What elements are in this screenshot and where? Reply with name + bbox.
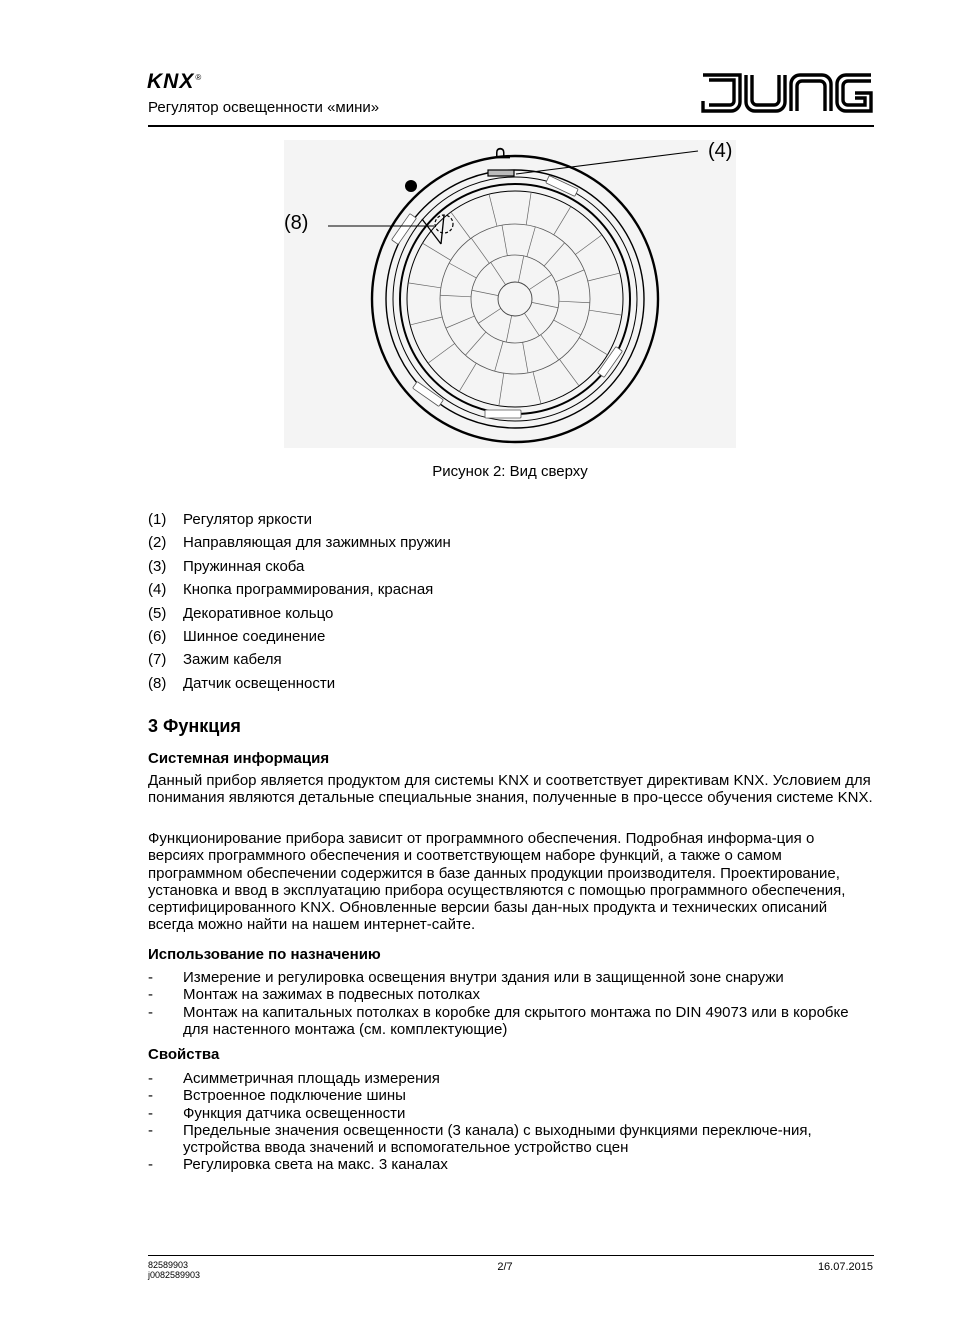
legend-item-text: Пружинная скоба xyxy=(183,557,305,575)
list-item-text: Асимметричная площадь измерения xyxy=(183,1070,440,1087)
list-bullet-dash: - xyxy=(148,1070,153,1087)
document-date: 16.07.2015 xyxy=(817,1261,873,1273)
legend-item-text: Датчик освещенности xyxy=(183,674,336,692)
usage-heading: Использование по назначению xyxy=(148,946,381,963)
callout-label-4: (4) xyxy=(708,140,733,162)
list-item xyxy=(148,1004,873,1039)
footer-code-1: 82589903 xyxy=(148,1260,189,1270)
list-bullet-dash: - xyxy=(148,969,153,986)
legend-item xyxy=(148,650,848,673)
legend-item-number: (2) xyxy=(148,534,167,552)
callout-label-8: (8) xyxy=(284,212,309,234)
knx-logo xyxy=(147,70,202,94)
legend-item-text: Кнопка программирования, красная xyxy=(183,581,434,599)
programming-led-dot xyxy=(405,180,417,192)
section-title: 3 Функция xyxy=(148,716,241,736)
list-item-text: Монтаж на зажимах в подвесных потолках xyxy=(183,986,481,1004)
list-bullet-dash: - xyxy=(148,1121,153,1139)
legend-item-text: Шинное соединение xyxy=(183,627,326,645)
legend-item-number: (3) xyxy=(148,557,167,575)
legend-item-text: Регулятор яркости xyxy=(183,511,313,528)
list-item xyxy=(148,986,873,1003)
system-info-heading: Системная информация xyxy=(148,750,330,767)
list-item xyxy=(148,1087,873,1104)
usage-list xyxy=(148,969,873,1038)
part-legend xyxy=(148,510,848,697)
properties-heading: Свойства xyxy=(148,1046,220,1063)
legend-item-number: (7) xyxy=(148,651,167,669)
registered-mark: ® xyxy=(195,73,203,82)
list-item-text: Измерение и регулировка освещения внутри здания или в защищенной зоне снаружи xyxy=(183,969,784,986)
page-number: 2/7 xyxy=(497,1261,513,1273)
legend-item-text: Декоративное кольцо xyxy=(183,604,334,622)
list-item-text: Встроенное подключение шины xyxy=(183,1087,406,1105)
footer-code-2: j0082589903 xyxy=(148,1270,201,1280)
legend-item xyxy=(148,674,848,697)
legend-item xyxy=(148,627,848,650)
legend-item-number: (1) xyxy=(148,511,167,528)
legend-item xyxy=(148,580,848,603)
list-item-text: Монтаж на капитальных потолках в коробке для скрытого монтажа по DIN 49073 или в коробке для настенного монтажа (см. комплектующие) xyxy=(183,1003,849,1038)
legend-item-number: (4) xyxy=(148,581,167,599)
list-item xyxy=(148,1070,873,1087)
legend-item xyxy=(148,510,848,533)
system-info-paragraph-1: Данный прибор является продуктом для системы KNX и соответствует директивам KNX. Условием для понимания являются детальные специальные знания, полученные в про-цессе обучения системе KNX. xyxy=(148,772,873,807)
programming-button-graphic xyxy=(488,170,514,176)
jung-logo-graphic xyxy=(700,72,874,114)
list-item xyxy=(148,1105,873,1122)
figure-caption: Рисунок 2: Вид сверху xyxy=(432,463,588,480)
legend-item-number: (6) xyxy=(148,627,167,645)
properties-list xyxy=(148,1070,873,1174)
list-item xyxy=(148,969,873,986)
knx-logo-text: KNX xyxy=(147,70,195,93)
list-bullet-dash: - xyxy=(148,1003,153,1021)
legend-item-number: (8) xyxy=(148,674,167,692)
legend-item-number: (5) xyxy=(148,604,167,622)
legend-item xyxy=(148,604,848,627)
legend-item xyxy=(148,557,848,580)
document-subtitle: Регулятор освещенности «мини» xyxy=(148,99,380,116)
legend-item-text: Направляющая для зажимных пружин xyxy=(183,534,451,552)
list-item-text: Функция датчика освещенности xyxy=(183,1104,406,1122)
device-top-view-drawing xyxy=(284,140,744,450)
legend-item xyxy=(148,533,848,556)
system-info-paragraph-2: Функционирование прибора зависит от программного обеспечения. Подробная информа-ция о версиях программного обеспечения и соответствующем наборе функций, а также о самом программном обеспечении содержится в базе данных продукции производителя. Проектирование, установка и ввод в эксплуатацию прибора осуществляются с помощью программного обеспечения, сертифицированного KNX. Обновленные версии базы дан-ных продукта и технических описаний всегда можно найти на нашем интернет-сайте. xyxy=(148,830,846,934)
list-item-text: Предельные значения освещенности (3 канала) с выходными функциями переключе-ния, устройства ввода значений и вспомогательное устройство сцен xyxy=(183,1121,812,1157)
leader-line-4 xyxy=(516,151,698,174)
list-bullet-dash: - xyxy=(148,986,153,1004)
list-bullet-dash: - xyxy=(148,1087,153,1105)
list-bullet-dash: - xyxy=(148,1104,153,1122)
list-bullet-dash: - xyxy=(148,1156,153,1174)
legend-item-text: Зажим кабеля xyxy=(183,651,282,669)
footer-rule xyxy=(148,1255,874,1256)
jung-logo xyxy=(700,72,874,119)
list-item xyxy=(148,1156,873,1173)
header-rule xyxy=(148,125,874,127)
decorative-ring-outer xyxy=(372,156,658,442)
list-item xyxy=(148,1122,873,1157)
p-mark: P xyxy=(493,146,515,160)
list-item-text: Регулировка света на макс. 3 каналах xyxy=(183,1156,448,1174)
